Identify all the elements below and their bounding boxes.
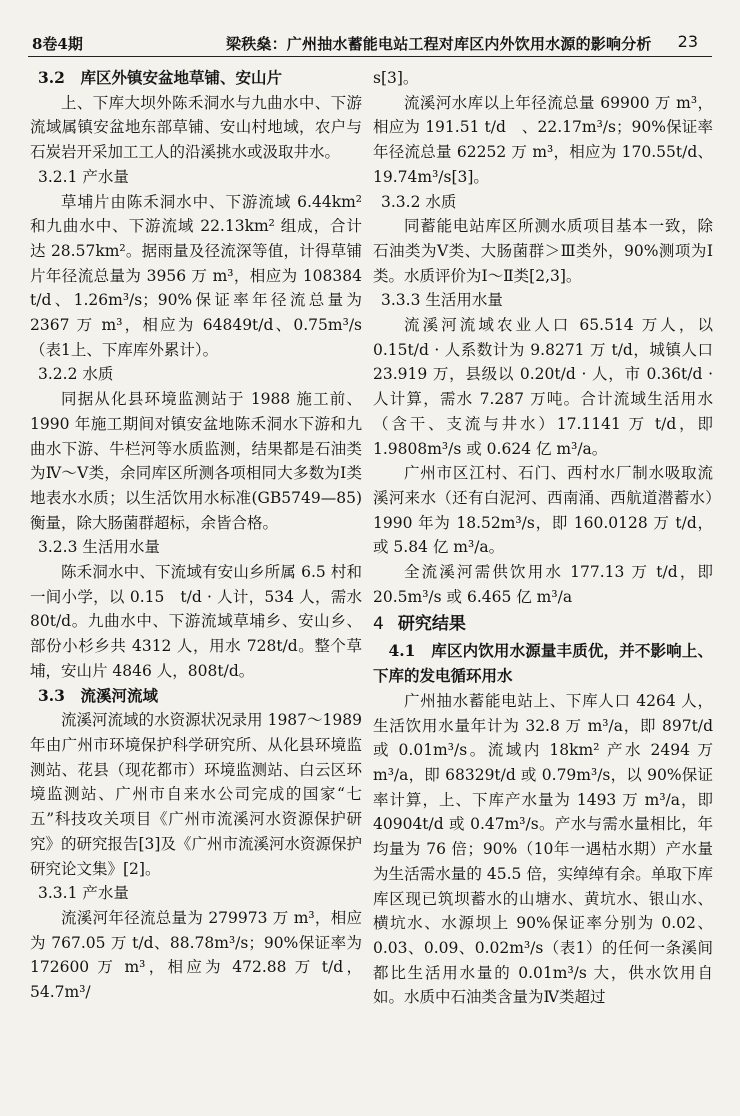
section-4-heading: [373, 609, 713, 639]
heading-3-3-1: 3.3.1 产水量: [38, 884, 129, 903]
running-title: 梁秩燊：广州抽水蓄能电站工程对库区内外饮用水源的影响分析: [226, 35, 652, 53]
paragraph-3-3-3-a: 流溪河流域农业人口 65.514 万人，以 0.15t/d · 人系数计为 9.8271 万 t/d，城镇人口 23.919 万，县级以 0.20t/d · 人，市 0.36t/d · 人计算，需水 7.287 万吨。合计流域生活用水（含干、支流与井水）17.1141 万 t/d，即 1.9808m³/s 或 0.624 亿 m³/a。: [373, 316, 713, 458]
paragraph-4-1: 广州抽水蓄能电站上、下库人口 4264 人，生活饮用水量年计为 32.8 万 m³/a，即 897t/d 或 0.01m³/s。流域内 18km² 产水 2494 万 m³/a，即 68329t/d 或 0.79m³/s，以 90%保证率计算，上、下库产水量为 1493 万 m³/a，即 40904t/d 或 0.47m³/s。产水与需水量相比，年均量为 76 倍；90%（10年一遇枯水期）产水量为生活需水量的 45.5 倍，实绰绰有余。单取下库库区现已筑坝蓄水的山塘水、黄坑水、银山水、横坑水、水源坝上 90%保证率分别为 0.02、0.03、0.09、0.02m³/s（表1）的任何一条溪间都比生活用水量的 0.01m³/s 大，供水饮用自如。水质中石油类含量为Ⅳ类超过: [373, 691, 713, 1007]
paragraph-3-2-3: 陈禾洞水中、下流域有安山乡所属 6.5 村和一间小学，以 0.15 t/d · 人计，534 人，需水 80t/d。九曲水中、下游流域草埔乡、安山乡、部份小杉乡共 4312 人，用水 728t/d。整个草埔，安山片 4846 人，808t/d。: [30, 563, 362, 680]
heading-4-1: 4.1 库区内饮用水源量丰质优，并不影响上、下库的发电循环用水: [373, 641, 713, 686]
right-column: [373, 66, 713, 1010]
paragraph-3-2: 上、下库大坝外陈禾洞水与九曲水中、下游流域属镇安盆地东部草铺、安山村地域，农户与石炭岩开采加工工人的沿溪挑水或汲取井水。: [30, 93, 362, 162]
heading-3-2-1: 3.2.1 产水量: [38, 167, 129, 186]
paragraph-3-3-3-c: 全流溪河需供饮用水 177.13 万 t/d，即 20.5m³/s 或 6.465 亿 m³/a: [373, 563, 713, 606]
heading-3-3-2: 3.3.2 水质: [381, 192, 457, 211]
paragraph-3-3-2: 同蓄能电站库区所测水质项目基本一致，除石油类为Ⅴ类、大肠菌群＞Ⅲ类外，90%测项为Ⅰ类。水质评价为Ⅰ～Ⅱ类[2,3]。: [373, 217, 713, 285]
volume-issue: 8卷4期: [32, 35, 83, 53]
heading-3-3: 3.3 流溪河流域: [38, 685, 158, 705]
page-number: 23: [677, 32, 698, 51]
paragraph-3-3-3-b: 广州市区江村、石门、西村水厂制水吸取流溪河来水（还有白泥河、西南涌、西航道潜蓄水）1990 年为 18.52m³/s，即 160.0128 万 t/d，或 5.84 亿 m³/a。: [373, 464, 713, 557]
section-4-title: 研究结果: [397, 614, 466, 635]
left-column: [30, 66, 362, 1005]
section-4-number: 4: [373, 614, 384, 635]
running-header: [28, 30, 712, 57]
paragraph-3-2-2: 同据从化县环境监测站于 1988 施工前、1990 年施工期间对镇安盆地陈禾洞水下游和九曲水下游、牛栏河等水质监测，结果都是石油类为Ⅳ～Ⅴ类，余同库区所测各项相同大多数为Ⅰ类地表水水质；以生活饮用水标准(GB5749—85) 衡量，除大肠菌群超标，余皆合格。: [30, 390, 362, 532]
heading-3-2: 3.2 库区外镇安盆地草铺、安山片: [38, 68, 282, 87]
heading-3-2-3: 3.2.3 生活用水量: [38, 538, 160, 557]
paragraph-3-2-1: 草埔片由陈禾洞水中、下游流域 6.44km² 和九曲水中、下游流域 22.13km² 组成，合计达 28.57km²。据雨量及径流深等值，计得草铺片年径流总量为 3956 万 m³，相应为 108384 t/d、1.26m³/s；90%保证率年径流总量为 2367 万 m³，相应为 64849t/d、0.75m³/s（表1上、下库库外累计）。: [30, 192, 362, 359]
paragraph-3-3-1: 流溪河年径流总量为 279973 万 m³，相应为 767.05 万 t/d、88.78m³/s；90%保证率为 172600 万 m³，相应为 472.88 万 t/d，54.7m³/: [30, 908, 362, 1002]
paragraph-reservoir-runoff: 流溪河水库以上年径流总量 69900 万 m³，相应为 191.51 t/d 、22.17m³/s；90%保证率年径流总量 62252 万 m³，相应为 170.55t/d、19.74m³/s[3]。: [373, 93, 713, 186]
heading-3-2-2: 3.2.2 水质: [38, 365, 114, 384]
paragraph-3-3: 流溪河流域的水资源状况录用 1987～1989 年由广州市环境保护科学研究所、从化县环境监测站、花县（现花都市）环境监测站、白云区环境监测站、广州市自来水公司完成的国家“七五”科技攻关项目《广州市流溪河水资源保护研究》的研究报告[3]及《广州市流溪河水资源保护研究论文集》[2]。: [30, 711, 362, 878]
paragraph-continued: s[3]。: [373, 69, 419, 87]
heading-3-3-3: 3.3.3 生活用水量: [381, 291, 503, 310]
